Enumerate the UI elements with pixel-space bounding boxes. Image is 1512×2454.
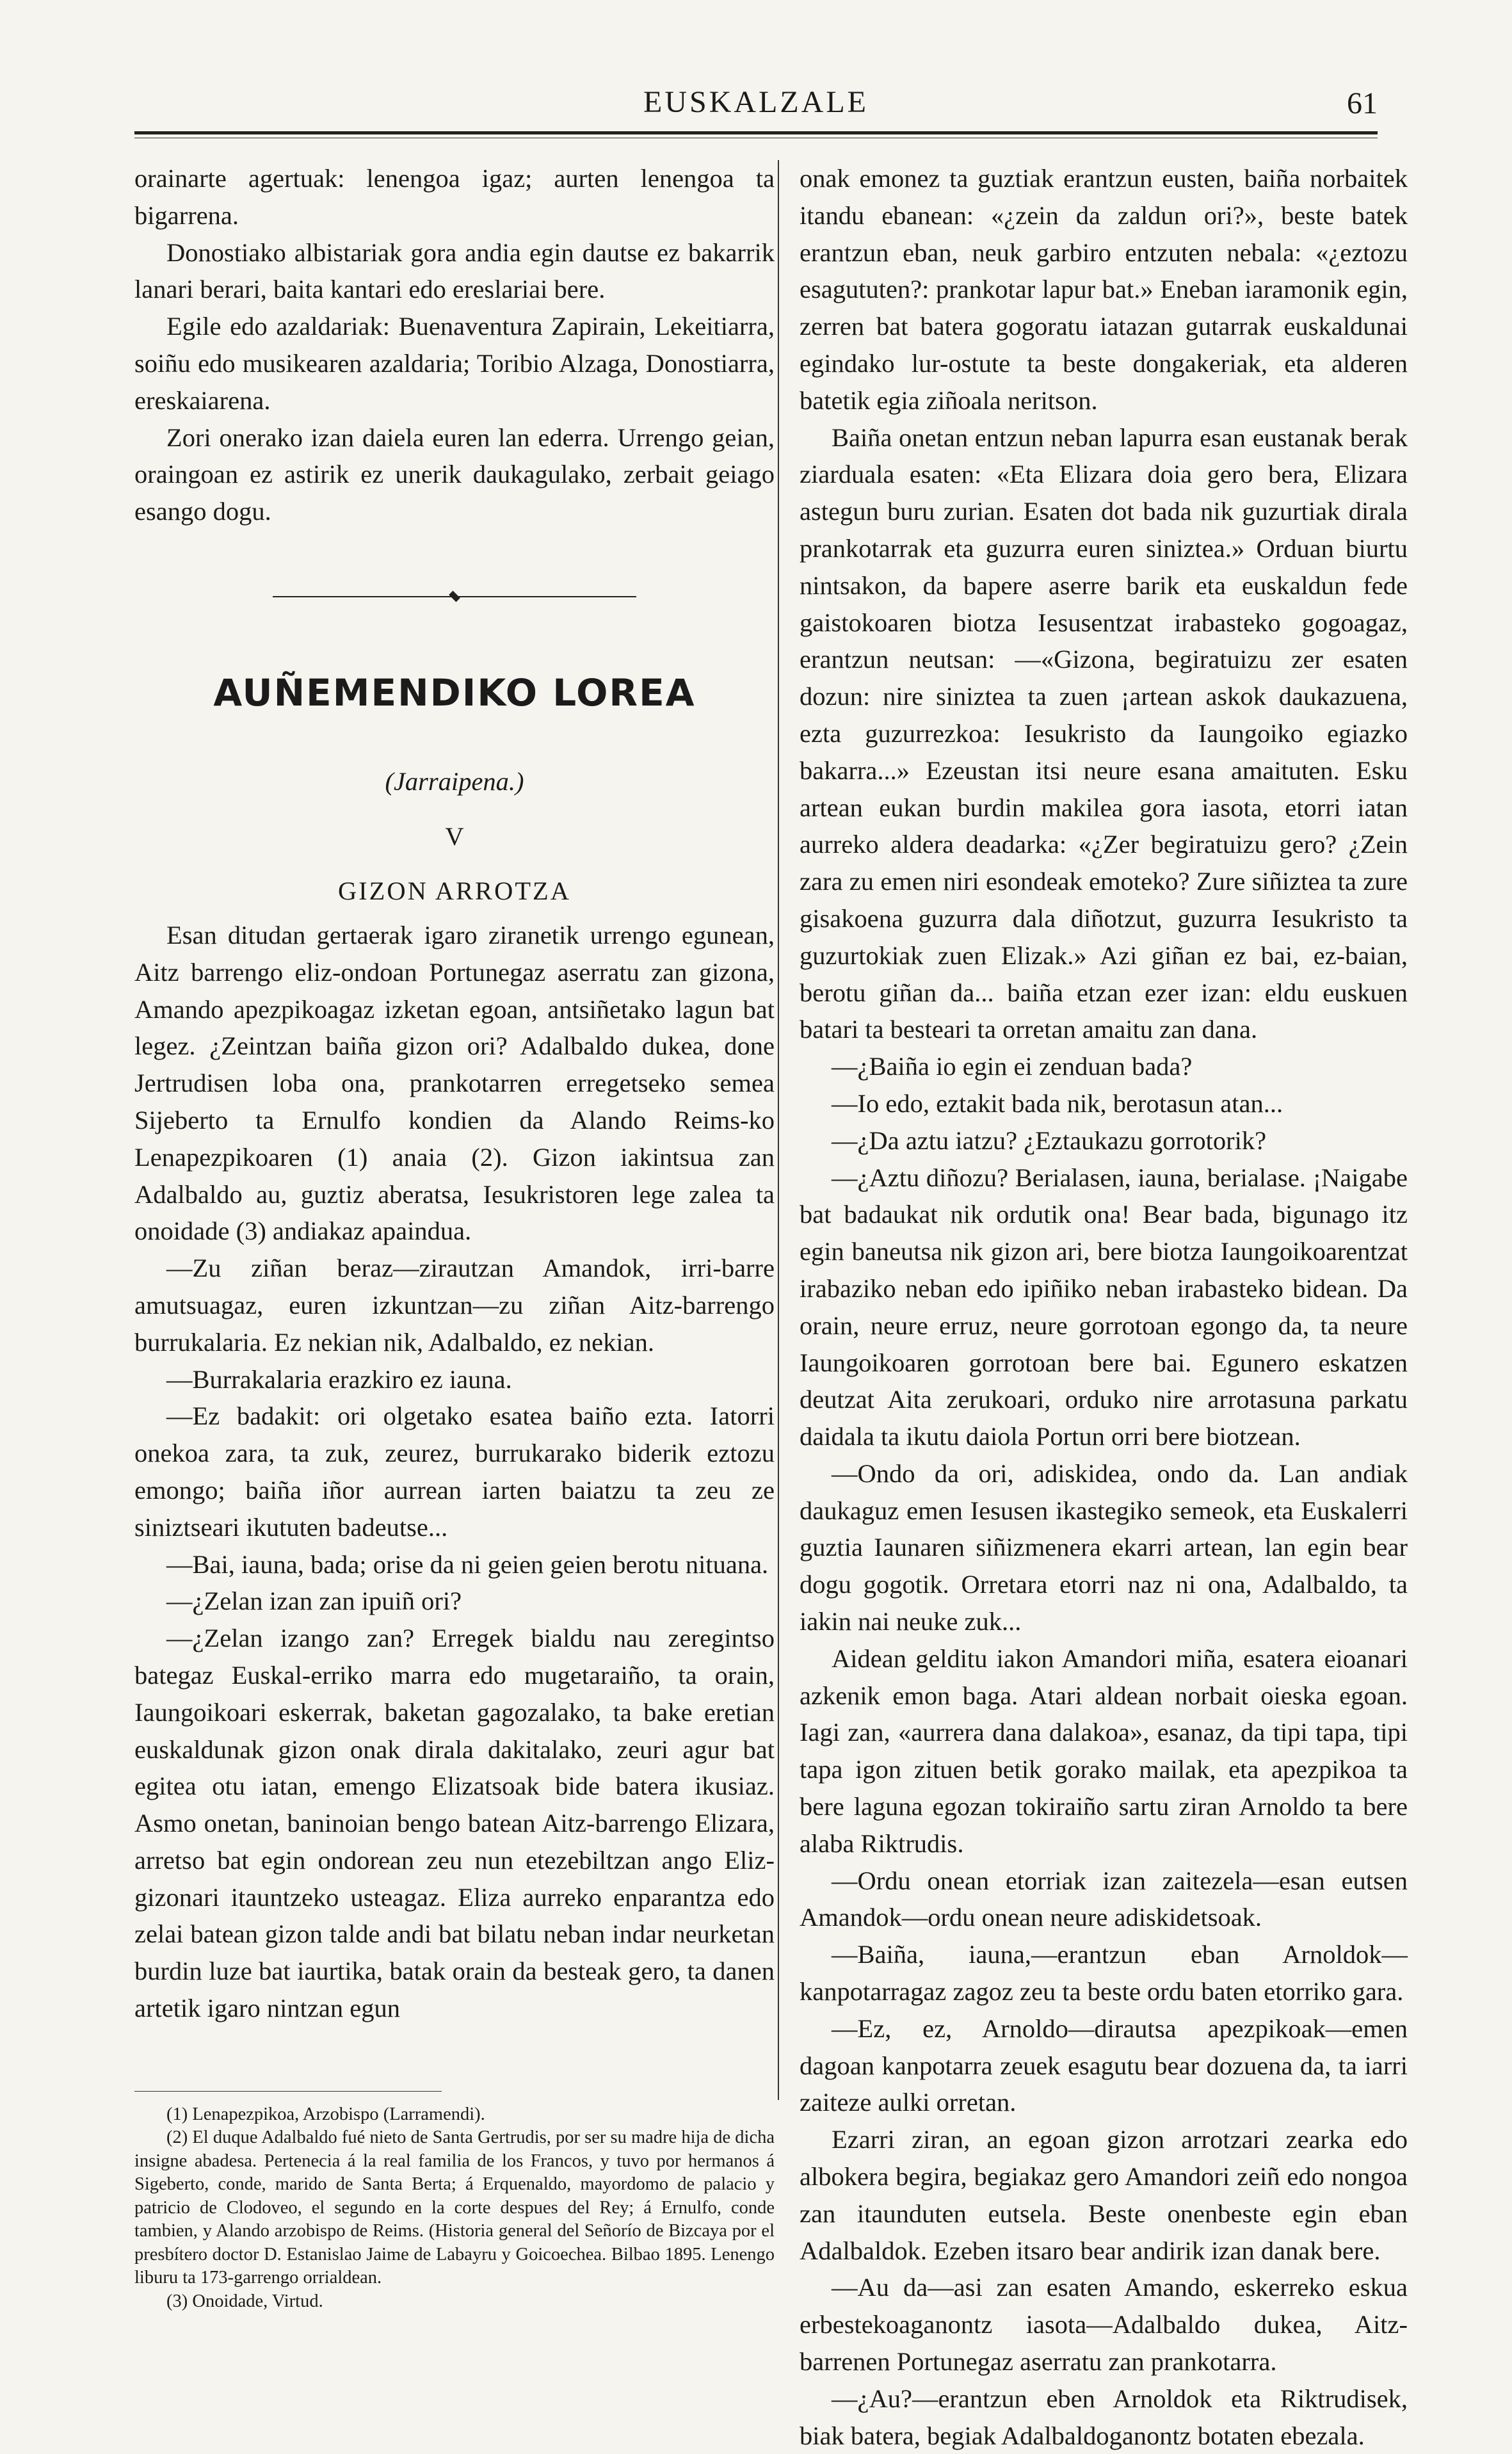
left-column [134,160,775,2313]
story-paragraph: —Zu ziñan beraz—zirautzan Amandok, irri-barre amutsuagaz, euren izkuntzan—zu ziñan Aitz-barrengo burrukalaria. Ez nekian nik, Adalbaldo, ez nekian. [134,1254,775,1357]
section-divider [134,558,775,635]
paragraph: —Ordu onean etorriak izan zaitezela—esan eutsen Amandok—ordu onean neure adiskidetsoak. [800,1866,1408,1932]
page-header [134,85,1378,129]
paragraph: —Ez, ez, Arnoldo—dirautsa apezpikoak—emen dagoan kanpotarra zeuek esagutu bear dozuena da, ta iarri zaitezе aulki orretan. [800,2014,1408,2117]
footnote: (2) El duque Adalbaldo fué nieto de Santa Gertrudis, por ser su madre hija de dicha insigne abadesa. Pertenecia á la real familia de los Francos, y tuvo por hermanos á Sigeberto, conde, marido de Santa Berta; á Erquenaldo, mayordomo de palacio y patricio de Clodoveo, el segundo en la corte despues del Rey; á Ernulfo, conde tambien, y Alando arzobispo de Reims. (Historia general del Señorío de Bizcaya por el presbítero doctor D. Estanislao Jaime de Labayru y Goicoechea. Bilbao 1895. Lenengo liburu ta 173-garrengo orrialdean. [134,2127,775,2288]
paragraph: —Au da—asi zan esaten Amando, eskerreko eskua erbestekoaganontz iasota—Adalbaldo dukea, Aitz-barrenen Portunegaz aserratu zan prankotarra. [800,2273,1408,2377]
intro-paragraph: Donostiako albistariak gora andia egin dautse ez bakarrik lanari berari, baita kantari edo ereslariai bere. [134,238,775,304]
paragraph: Ezarri ziran, an egoan gizon arrotzari zearka edo albokera begira, begiakaz gero Amandori zeiñ edo nongoa zan itaunduten eutsela. Beste onenbeste egin eban Adalbaldok. Ezeben itsaro bear andirik izan danak bere. [800,2125,1408,2265]
chapter-number: V [445,821,464,851]
paragraph: —¿Au?—erantzun eben Arnoldok eta Riktrudisek, biak batera, begiak Adalbaldoganontz botaten ebezala. [800,2384,1408,2450]
intro-paragraph: Egile edo azaldariak: Buenaventura Zapirain, Lekeitiarra, soiñu edo musikearen azaldaria; Toribio Alzaga, Donostiarra, ereskaiarena. [134,312,775,415]
divider-ornament [449,591,460,602]
paragraph: —Baiña, iauna,—erantzun eban Arnoldok—kanpotarragaz zagoz zeu ta beste ordu baten etorriko gara. [800,1940,1408,2006]
story-paragraph: —Burrakalaria erazkiro ez iauna. [166,1364,512,1394]
story-paragraph: —¿Zelan izan zan ipuiñ ori? [166,1586,462,1616]
divider-line [457,596,636,597]
footnote-rule [134,2091,442,2092]
story-paragraph: —¿Zelan izango zan? Erregek bialdu nau zeregintso bategaz Euskal-erriko marra edo mugetaraiño, ta orain, Iaungoikoari eskerrak, baketan gagozalako, ta bake eretian euskaldunak gizon onak dirala dakitalako, zeuri agur bat egitea otu iatan, emengo Elizatsoak bide batera ikusiaz. Asmo onetan, baninoian bengo batean Aitz-barrengo Elizara, arretso bat egin ondorean zeu nun etezebiltzan ango Eliz-gizonari itauntzeko usteagaz. Eliza aurreko enparantza edo zelai batean gizon talde andi bat bilatu neban indar neurketan burdin luze bat iaurtika, batak orain da besteak gero, ta danen artetik igaro nintzan egun [134,1624,775,2023]
page-number: 61 [1347,86,1378,120]
story-paragraph: Esan ditudan gertaerak igaro ziranetik urrengo egunean, Aitz barrengo eliz-ondoan Portunegaz aserratu zan gizona, Amando apezpikoagaz izketan egoan, antsiñetako lagun bat legez. ¿Zeintzan baiña gizon ori? Adalbaldo dukea, done Jertrudisen loba ona, prankotarren erregetseko semea Sijeberto ta Ernulfo kondien da Alando Reims-ko Lenapezpikoaren (1) anaia (2). Gizon iakintsua zan Adalbaldo au, guztiz aberatsa, Iesukristoren lege zalea ta onoidade (3) andiakaz apaindua. [134,920,775,1246]
footnotes [134,2103,775,2314]
header-rule-thick [134,131,1378,134]
paragraph: onak emonez ta guztiak erantzun eusten, baiña norbaitek itandu ebanean: «¿zein da zaldun ori?», beste batek erantzun eban, neuk garbiro entzuten nebala: «¿eztozu esagututen?: prankotar lapur bat.» Eneban iaramonik egin, zerren bat batera gogoratu iatazan gutarrak euskaldunai egindako lur-ostute ta beste dongakeriak, eta alderen batetik egia ziñoala neritson. [800,164,1408,415]
paragraph: —Ondo da ori, adiskidea, ondo da. Lan andiak daukaguz emen Iesusen ikastegiko semeok, eta Euskalerri guztia Iaunaren siñizmenera ekarri artean, lan egin bear dogu gogotik. Orretara etorri naz ni ona, Adalbaldo, ta iakin nai neuke zuk... [800,1458,1408,1636]
footnote: (3) Onoidade, Virtud. [166,2291,323,2311]
intro-paragraph: orainarte agertuak: lenengoa igaz; aurten lenengoa ta bigarrena. [134,164,775,230]
paragraph: —¿Da aztu iatzu? ¿Eztaukazu gorrotorik? [832,1126,1267,1155]
section-title: AUÑEMENDIKO LOREA [213,670,696,714]
running-title: EUSKALZALE [643,85,869,119]
divider-line [273,596,452,597]
story-paragraph: —Bai, iauna, bada; orise da ni geien geien berotu nituana. [166,1549,769,1579]
paragraph: —Io edo, eztakit bada nik, berotasun atan... [832,1088,1283,1118]
paragraph: Aidean gelditu iakon Amandori miña, esatera eioanari azkenik emon baga. Atari aldean norbait oieska egoan. Iagi zan, «aurrera dana dalakoa», esanaz, da tipi tapa, tipi tapa igon zituen betik gorako mailak, eta apezpikoa ta bere laguna egozan tokiraiño sartu ziran Arnoldo ta bere alaba Riktrudis. [800,1643,1408,1858]
chapter-title: GIZON ARROTZA [337,876,572,905]
paragraph: —¿Aztu diñozu? Berialasen, iauna, berialase. ¡Naigabe bat badaukat nik ordutik ona! Bear bada, bigunago itz egin baneutsa nik gizon ari, bere biotza Iaungoikoarentzat irabaziko neban edo ipiñiko neban irabasteko bidean. Da orain, neure erruz, neure gorrotoan egongo da, ta neure Iaungoikoaren gorrotoan bere bai. Egunero eskatzen deutzat Aita zerukoari, orduko nire arrotasuna parkatu daidala ta ikutu daiola Portun orri bere biotzean. [800,1163,1408,1451]
intro-paragraph: Zori onerako izan daiela euren lan ederra. Urrengo geian, oraingoan ez astirik ez unerik daukagulako, zerbait geiago esango dogu. [134,423,775,526]
footnote: (1) Lenapezpikoa, Arzobispo (Larramendi). [166,2104,485,2124]
right-column [778,160,1408,2450]
paragraph: —¿Baiña io egin ei zenduan bada? [832,1052,1193,1081]
story-paragraph: —Ez badakit: ori olgetako esatea baiño ezta. Iatorri onekoa zara, ta zuk, zeurez, burrukarako biderik eztozu emongo; baiña iñor aurrean iarten baiatzu ta zeu ze siniztseari ikututen badeutse... [134,1401,775,1542]
section-subtitle: (Jarraipena.) [385,766,524,796]
paragraph: Baiña onetan entzun neban lapurra esan eustanak berak ziarduala esaten: «Eta Elizara doia gero bera, Elizara astegun buru zurian. Esaten dot bada nik guzurtiak dirala prankotarrak eta guzurra euren siniztea.» Orduan biurtu nintsakon, da bapere aserre barik eta euskaldun fede gaistokoaren biotza Iesusentzat irabasteko gogoagaz, erantzun neutsan: —«Gizona, begiratuizu zer esaten dozun: nire siniztea ta zuen ¡artean askok daukazuena, ezta guzurrezkoa: Iesukristo da Iaungoiko egiazko bakarra...» Ezeustan itsi neure esana amaituten. Esku artean eukan burdin makilea gora iasota, etorri iatan aurreko aldera deadarka: «¿Zer begiratuizu gero? ¿Zein zara zu emen niri esondeak emoteko? Zure siñiztea ta zure gisakoena guzurra dala diñotzut, guzurra Iesukristo ta guzurtokiak zuen Elizak.» Azi giñan ez bai, ez-baian, berotu giñan da... baiña etzan ezer izan: eldu euskuen batari ta besteari ta orretan amaitu zan dana. [800,423,1408,1044]
